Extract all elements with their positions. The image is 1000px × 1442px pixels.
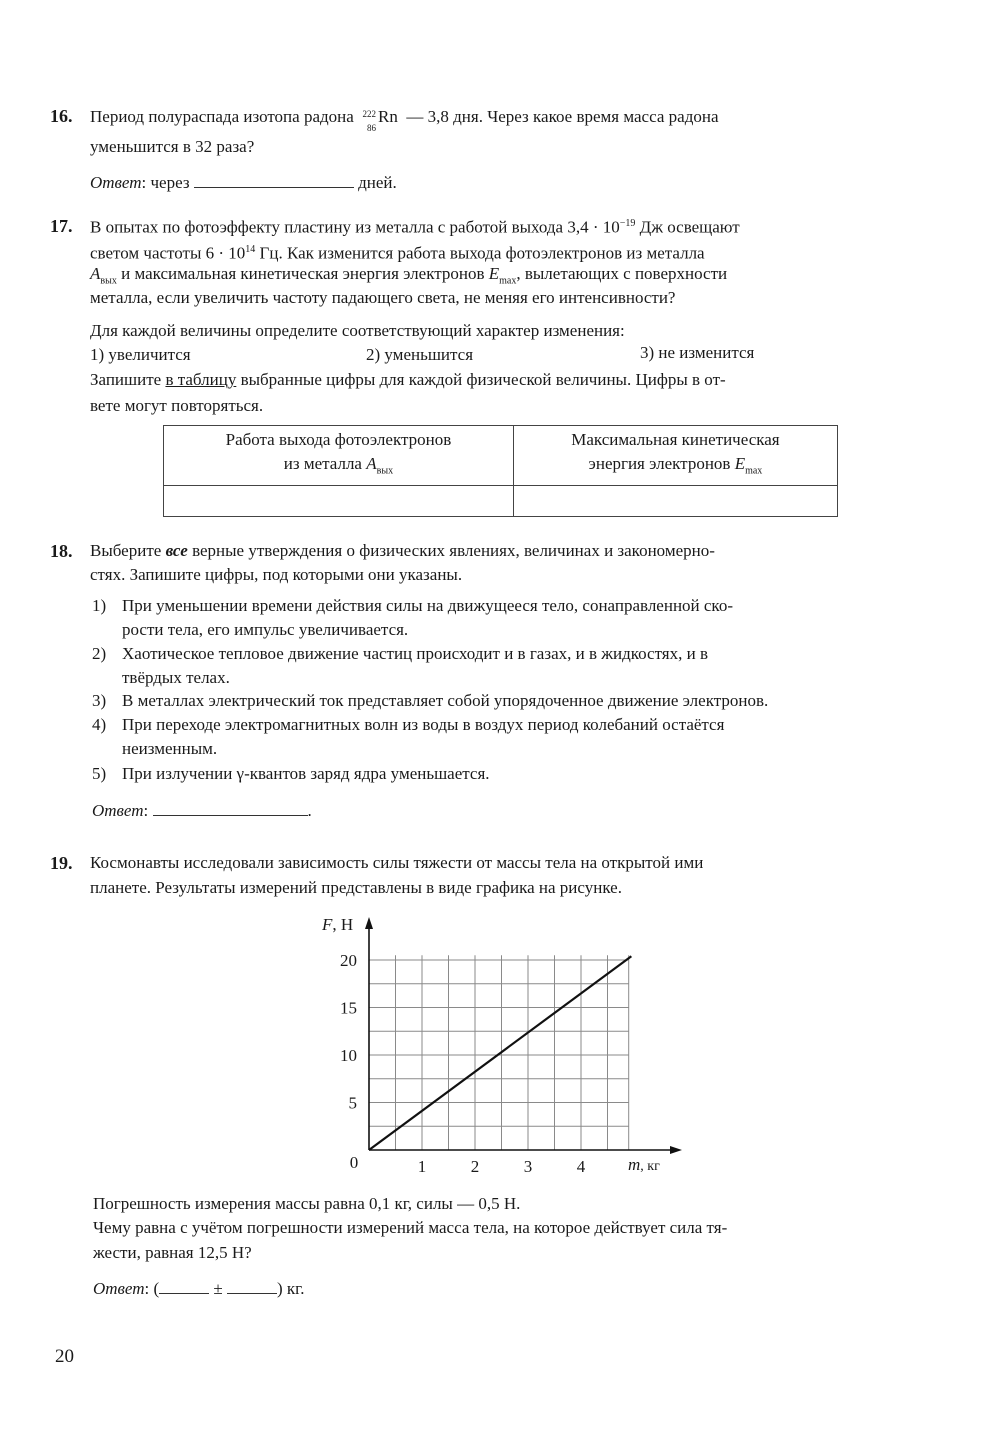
option-1: 1) увеличится bbox=[90, 345, 191, 364]
question-text-line2: уменьшится в 32 раза? bbox=[90, 137, 255, 156]
question-text-line2: планете. Результаты измерений представлены в виде графика на рисунке. bbox=[90, 878, 622, 897]
option-3: 3) не изменится bbox=[640, 343, 755, 362]
x-tick-labels bbox=[418, 1157, 586, 1176]
question-text-line2: стях. Запишите цифры, под которыми они указаны. bbox=[90, 565, 463, 584]
svg-text:15: 15 bbox=[340, 998, 357, 1018]
question-text-line4: металла, если увеличить частоту падающего света, не меняя его интенсивности? bbox=[90, 288, 676, 307]
error-text: Погрешность измерения массы равна 0,1 кг, силы — 0,5 Н. bbox=[93, 1194, 521, 1213]
y-axis-label: F, Н bbox=[322, 915, 354, 934]
data-line bbox=[369, 956, 631, 1150]
answer-cell-max-kinetic-energy[interactable] bbox=[513, 486, 837, 517]
svg-text:2: 2 bbox=[470, 1157, 480, 1176]
question-text: Период полураспада изотопа радона 222 86 Rn — 3,8 дня. Через какое время масса радона bbox=[90, 107, 719, 134]
question-text-line1: Выберите все верные утверждения о физических явлениях, величинах и закономерно- bbox=[90, 541, 715, 560]
y-tick-labels bbox=[340, 951, 357, 1113]
question-text-line1: В опытах по фотоэффекту пластину из металла с работой выхода $3,4 \cdot 10^{-19}$ Дж освещают bbox=[90, 217, 740, 237]
x-axis-label: m, кг bbox=[628, 1155, 660, 1174]
write-instruction: Запишите в таблицу выбранные цифры для каждой физической величины. Цифры в от- bbox=[90, 370, 726, 389]
force-mass-chart bbox=[310, 905, 690, 1185]
y-axis-arrow-icon bbox=[365, 917, 373, 929]
answer-error-blank[interactable] bbox=[227, 1277, 277, 1294]
question-number: 16. bbox=[50, 106, 73, 126]
answer-line: Ответ: . bbox=[92, 801, 312, 820]
instruction-text: Для каждой величины определите соответствующий характер изменения: bbox=[90, 321, 625, 340]
question-text-line3: Чему равна с учётом погрешности измерений масса тела, на которое действует сила тя- bbox=[93, 1218, 728, 1237]
svg-text:4: 4 bbox=[576, 1157, 586, 1176]
answer-line: Ответ: ( ± ) кг. bbox=[93, 1279, 305, 1298]
question-number: 19. bbox=[50, 853, 73, 873]
x-axis-arrow-icon bbox=[670, 1146, 682, 1154]
question-text-line4: жести, равная 12,5 Н? bbox=[93, 1243, 252, 1262]
question-text-line3: $A_{вых}$ и максимальная кинетическая энергия электронов $E_{max}$, вылетающих с поверхности bbox=[90, 264, 728, 287]
write-instruction-line2: вете могут повторяться. bbox=[90, 396, 264, 415]
answer-cell-work-function[interactable] bbox=[164, 486, 514, 517]
isotope-notation: 222 86 bbox=[362, 109, 377, 134]
question-number: 18. bbox=[50, 541, 73, 561]
answer-value-blank[interactable] bbox=[159, 1277, 209, 1294]
answer-blank[interactable] bbox=[153, 799, 308, 816]
origin-label: 0 bbox=[349, 1153, 359, 1172]
question-text-line1: Космонавты исследовали зависимость силы тяжести от массы тела на открытой ими bbox=[90, 853, 704, 872]
table-header-work-function: Работа выхода фотоэлектронов из металла $A_{вых}$ bbox=[164, 426, 514, 486]
question-text-line2: светом частоты $6 \cdot 10^{14}$ Гц. Как изменится работа выхода фотоэлектронов из металла bbox=[90, 243, 705, 263]
answer-blank[interactable] bbox=[194, 171, 354, 188]
table-header-max-kinetic-energy: Максимальная кинетическая энергия электронов $E_{max}$ bbox=[513, 426, 837, 486]
svg-text:5: 5 bbox=[348, 1093, 357, 1113]
svg-text:3: 3 bbox=[523, 1157, 533, 1176]
svg-text:20: 20 bbox=[340, 951, 357, 970]
option-2: 2) уменьшится bbox=[366, 345, 474, 364]
answer-line: Ответ: через дней. bbox=[90, 173, 397, 192]
page-number: 20 bbox=[55, 1346, 74, 1367]
svg-text:10: 10 bbox=[340, 1046, 357, 1065]
svg-text:1: 1 bbox=[417, 1157, 427, 1176]
answer-table bbox=[163, 425, 838, 517]
question-number: 17. bbox=[50, 216, 73, 236]
